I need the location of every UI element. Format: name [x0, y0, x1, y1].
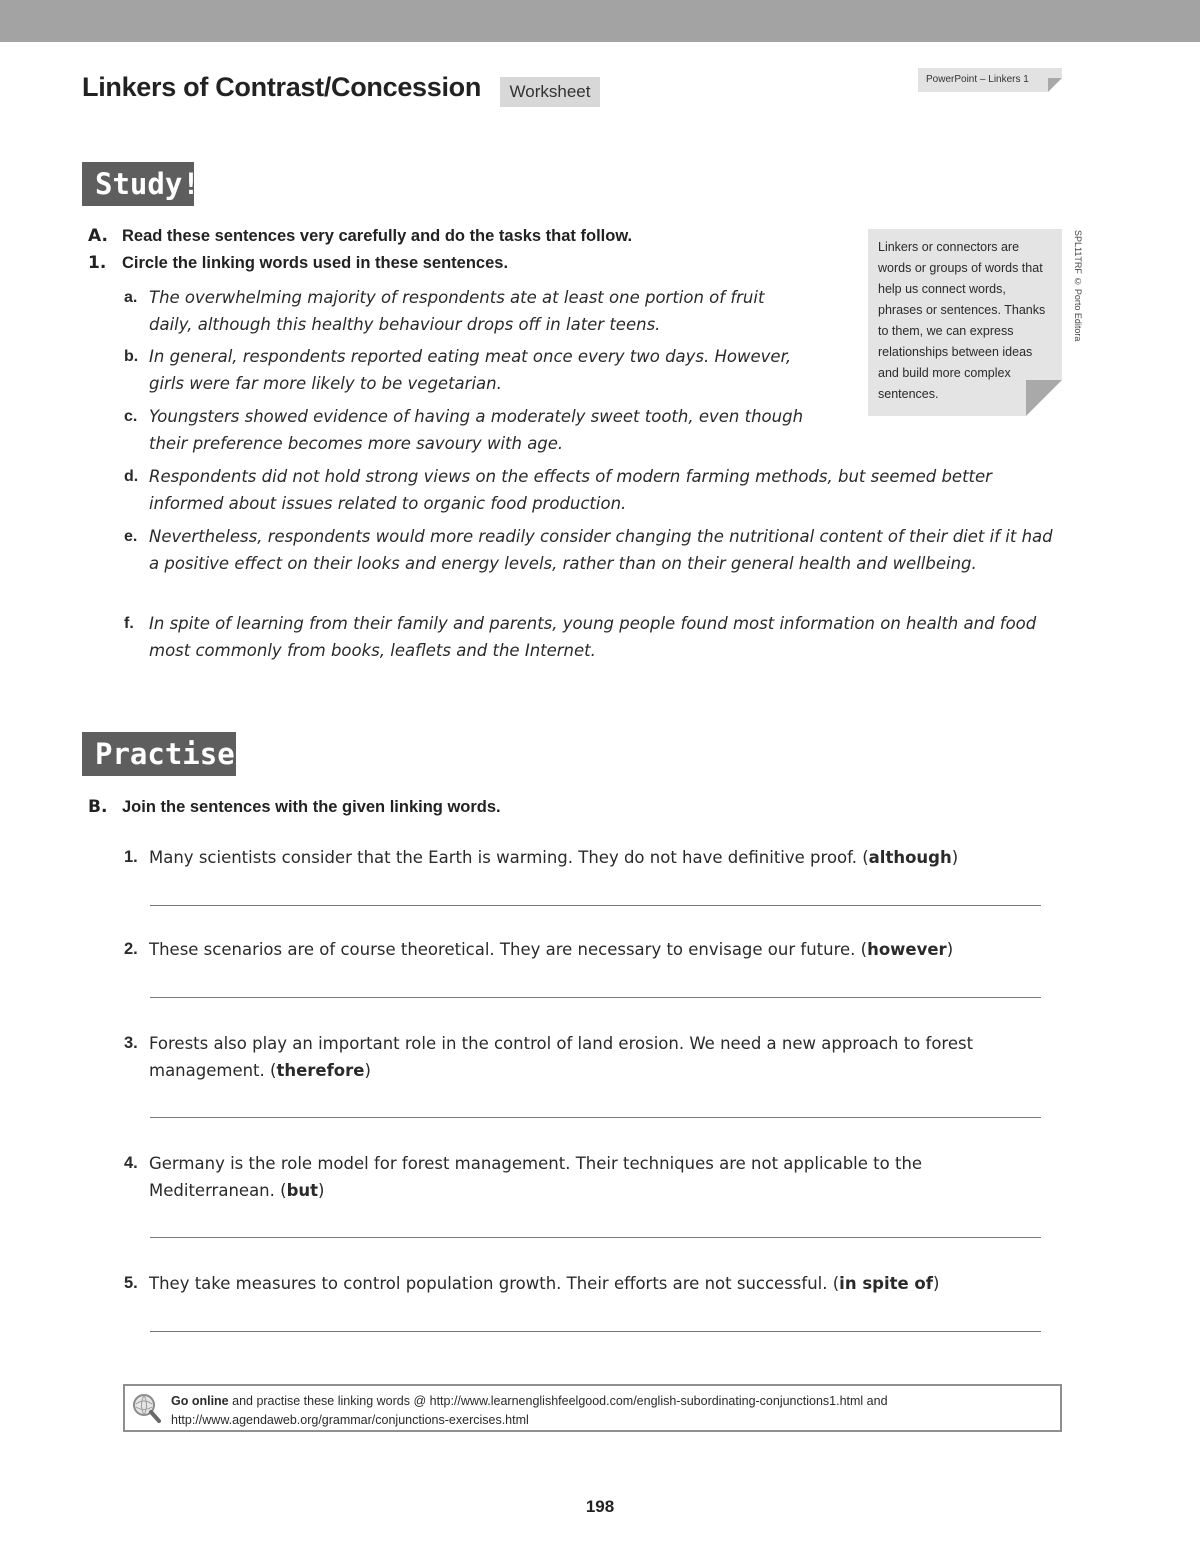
sentence-letter: a.	[124, 289, 138, 306]
exercise-1	[124, 844, 1044, 871]
instruction-a-text: Read these sentences very carefully and do the tasks that follow.	[122, 227, 633, 245]
sentence-d	[124, 463, 1054, 517]
sentence-letter: c.	[124, 408, 138, 425]
answer-line-2[interactable]	[150, 997, 1041, 998]
linking-word: although	[868, 848, 952, 867]
exercise-text: They take measures to control population growth. Their efforts are not successful. (in spite of)	[149, 1274, 940, 1293]
instruction-a-mark: A.	[88, 226, 108, 246]
exercise-text: Many scientists consider that the Earth is warming. They do not have definitive proof. (although)	[149, 848, 959, 867]
exercise-number: 5.	[124, 1274, 138, 1292]
page-fold-icon	[1048, 78, 1062, 92]
practise-section-label: Practise!	[82, 732, 236, 776]
linking-word: but	[286, 1181, 319, 1200]
publisher-credit: SPL11TRF © Porto Editora	[1073, 230, 1083, 342]
go-online-lead: Go online	[171, 1394, 229, 1408]
page-title: Linkers of Contrast/Concession	[82, 72, 482, 102]
answer-line-3[interactable]	[150, 1117, 1041, 1118]
powerpoint-reference-text: PowerPoint – Linkers 1	[926, 74, 1029, 85]
exercise-number: 1.	[124, 848, 138, 866]
sentence-text: The overwhelming majority of respondents ate at least one portion of fruit daily, although this healthy behaviour drops off in later teens.	[149, 288, 765, 334]
page-fold-icon	[1026, 380, 1062, 416]
worksheet-tag: Worksheet	[500, 77, 600, 107]
sentence-e	[124, 523, 1059, 577]
go-online-box	[123, 1384, 1062, 1432]
sentence-text: Nevertheless, respondents would more readily consider changing the nutritional content of their diet if it had a positive effect on their looks and energy levels, rather than on their general health and wellbeing.	[149, 527, 1053, 573]
magnifier-globe-icon	[131, 1392, 161, 1424]
instruction-b-mark: B.	[88, 797, 108, 817]
sentence-text: In spite of learning from their family and parents, young people found most information on health and food most commonly from books, leaflets and the Internet.	[149, 614, 1037, 660]
exercise-text: Forests also play an important role in the control of land erosion. We need a new approach to forest management. (therefore)	[149, 1034, 974, 1080]
sentence-letter: f.	[124, 615, 134, 632]
exercise-number: 2.	[124, 940, 138, 958]
sentence-c	[124, 403, 814, 457]
exercise-2	[124, 936, 1044, 963]
sentence-a	[124, 284, 804, 338]
exercise-4	[124, 1150, 984, 1204]
sentence-f	[124, 610, 1059, 664]
linking-word: however	[867, 940, 947, 959]
linkers-note-text: Linkers or connectors are words or groups of words that help us connect words, phrases or sentences. Thanks to them, we can express relationships between ideas and build more complex sentences.	[878, 240, 1046, 401]
exercise-text: Germany is the role model for forest management. Their techniques are not applicable to the Mediterranean. (but)	[149, 1154, 923, 1200]
exercise-5	[124, 1270, 1044, 1297]
linking-word: in spite of	[839, 1274, 933, 1293]
exercise-3	[124, 1030, 1024, 1084]
answer-line-1[interactable]	[150, 905, 1041, 906]
go-online-links[interactable]: and practise these linking words @ http://www.learnenglishfeelgood.com/english-subordinating-conjunctions1.html and http://www.agendaweb.org/grammar/conjunctions-exercises.html	[171, 1394, 888, 1427]
linkers-note-box	[868, 229, 1062, 416]
sentence-letter: d.	[124, 468, 139, 485]
exercise-text: These scenarios are of course theoretical. They are necessary to envisage our future. (however)	[149, 940, 954, 959]
instruction-1-mark: 1.	[88, 253, 107, 273]
sentence-text: Youngsters showed evidence of having a moderately sweet tooth, even though their preference becomes more savoury with age.	[149, 407, 804, 453]
sentence-b	[124, 343, 804, 397]
exercise-number: 4.	[124, 1154, 138, 1172]
instruction-1-text: Circle the linking words used in these sentences.	[122, 254, 509, 272]
top-bar	[0, 0, 1200, 42]
linking-word: therefore	[276, 1061, 365, 1080]
exercise-number: 3.	[124, 1034, 138, 1052]
answer-line-5[interactable]	[150, 1331, 1041, 1332]
powerpoint-reference-tag	[918, 68, 1062, 92]
sentence-text: In general, respondents reported eating meat once every two days. However, girls were far more likely to be vegetarian.	[149, 347, 792, 393]
instruction-b	[88, 797, 501, 817]
page-number: 198	[585, 1497, 615, 1516]
study-section-label: Study!	[82, 162, 194, 206]
instruction-b-text: Join the sentences with the given linking words.	[122, 798, 501, 816]
sentence-letter: b.	[124, 348, 139, 365]
instruction-1	[88, 253, 508, 273]
sentence-text: Respondents did not hold strong views on the effects of modern farming methods, but seemed better informed about issues related to organic food production.	[149, 467, 992, 513]
instruction-a	[88, 226, 632, 246]
answer-line-4[interactable]	[150, 1237, 1041, 1238]
sentence-letter: e.	[124, 528, 138, 545]
go-online-text	[171, 1392, 1056, 1430]
